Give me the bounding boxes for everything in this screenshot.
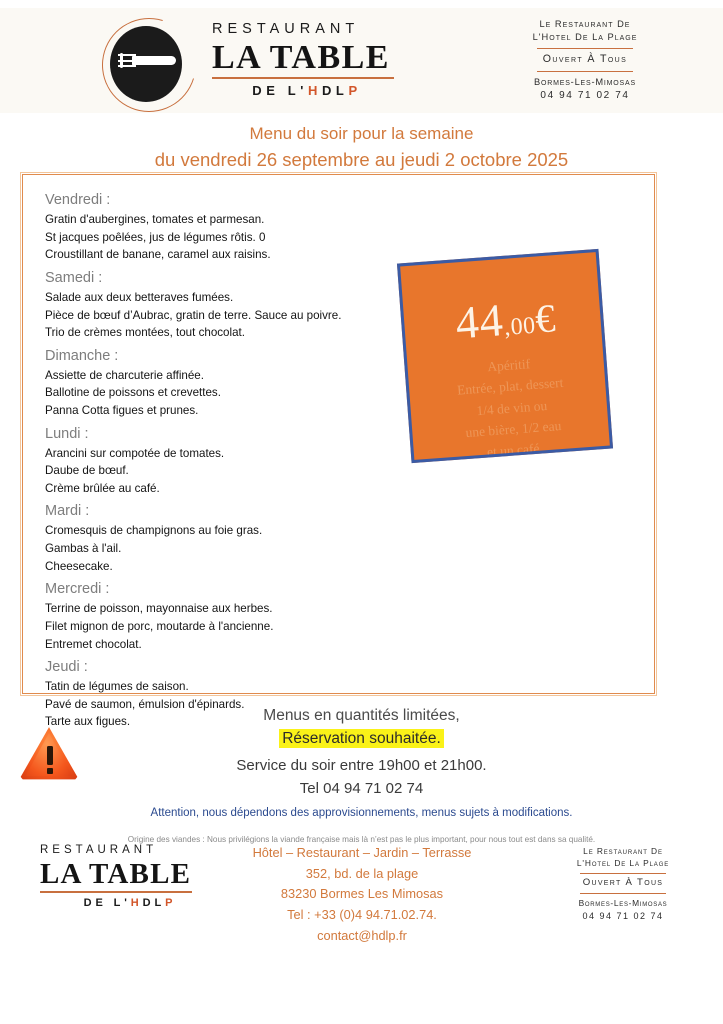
price-subtext-line: Entrée, plat, dessert — [456, 375, 564, 398]
price-subtext-line: une bière, 1/2 eau — [464, 418, 562, 441]
notices-block — [0, 704, 723, 847]
day-heading: Mardi : — [45, 503, 90, 520]
page-title — [0, 122, 723, 173]
header-info-block — [492, 18, 678, 103]
day-heading: Dimanche : — [45, 347, 119, 364]
day-heading: Jeudi : — [45, 659, 88, 676]
footer-info-phone: 04 94 71 02 74 — [582, 910, 664, 921]
menu-dish: Cromesquis de champignons au foie gras. — [45, 524, 263, 538]
menu-dish: Gratin d'aubergines, tomates et parmesan. — [45, 213, 265, 227]
footer-logo — [40, 845, 220, 909]
day-heading: Samedi : — [45, 269, 103, 286]
menu-dish: Terrine de poisson, mayonnaise aux herbes. — [45, 602, 273, 616]
footer-logo-restaurant-word: RESTAURANT — [40, 844, 158, 856]
footer-contact-line1: Hôtel – Restaurant – Jardin – Terrasse — [252, 845, 472, 860]
logo-sub-dl: DL — [321, 82, 349, 98]
footer-logo-sub-de: DE L' — [83, 896, 131, 909]
logo-sub-h: H — [307, 82, 322, 98]
menu-dish: Assiette de charcuterie affinée. — [45, 368, 204, 382]
footer-info-divider-2 — [580, 893, 666, 894]
price-badge — [397, 249, 613, 463]
footer-info-block — [528, 846, 718, 922]
footer-info-line1: Le Restaurant De — [583, 846, 663, 856]
menu-dish: Pièce de bœuf d’Aubrac, gratin de terre. Sauce au poivre. — [45, 308, 342, 322]
menu-dish: Crème brûlée au café. — [45, 481, 160, 495]
notice-reservation-row — [0, 727, 723, 752]
notice-phone: Tel 04 94 71 02 74 — [299, 780, 424, 798]
header-info-phone: 04 94 71 02 74 — [540, 89, 630, 101]
menu-dish: Daube de bœuf. — [45, 464, 129, 478]
logo-restaurant-word: RESTAURANT — [212, 21, 360, 37]
title-line-1: Menu du soir pour la semaine — [249, 124, 474, 143]
notice-meat-origin: Origine des viandes : Nous privilégions la viande française mais là n’est pas le plus important, pour nous tout est dans sa qualité. — [127, 835, 596, 845]
price-subtext — [407, 347, 613, 463]
footer-info-line2: L'Hotel De La Plage — [576, 857, 670, 868]
header-info-divider-1 — [537, 48, 633, 49]
logo-sub-de: DE L' — [252, 82, 308, 98]
footer-info-city: Bormes-Les-Mimosas — [578, 897, 668, 908]
price-subtext-line: Apéritif — [486, 356, 531, 375]
menu-dish: Panna Cotta figues et prunes. — [45, 403, 199, 417]
header-info-line1: Le Restaurant De — [539, 19, 631, 29]
footer-info-divider-1 — [580, 873, 666, 874]
header-info-divider-2 — [537, 71, 633, 72]
footer-logo-sub-h: H — [130, 896, 143, 909]
footer-logo-subtitle — [40, 897, 220, 909]
logo-divider — [212, 77, 394, 78]
day-heading: Lundi : — [45, 425, 89, 442]
price-currency: € — [533, 295, 557, 342]
menu-dish: Cheesecake. — [45, 559, 113, 573]
menu-dish: Trio de crèmes montées, tout chocolat. — [45, 326, 245, 340]
footer-logo-name: LA TABLE — [40, 857, 192, 890]
header-info-line2: L'Hotel De La Plage — [532, 31, 638, 42]
menu-dish: Salade aux deux betteraves fumées. — [45, 290, 234, 304]
notice-limited: Menus en quantités limitées, — [263, 707, 460, 724]
menu-dish: St jacques poêlées, jus de légumes rôtis. 0 — [45, 230, 266, 244]
day-heading: Vendredi : — [45, 192, 111, 208]
notice-service-hours: Service du soir entre 19h00 et 21h00. — [236, 757, 487, 775]
price-separator: , — [503, 314, 512, 341]
title-line-2: du vendredi 26 septembre au jeudi 2 octobre 2025 — [154, 148, 569, 170]
day-heading: Mercredi : — [45, 581, 110, 598]
footer-contact-city: 83230 Bormes Les Mimosas — [280, 886, 444, 902]
menu-dish: Tarte aux figues. — [45, 715, 131, 729]
footer-logo-sub-dl: DL — [142, 896, 166, 909]
menu-dish: Croustillant de banane, caramel aux raisins. — [45, 248, 271, 262]
menu-dish: Pavé de saumon, émulsion d'épinards. — [45, 697, 245, 711]
header-info-open: Ouvert À Tous — [542, 52, 628, 65]
menu-dish: Tatin de légumes de saison. — [45, 680, 189, 694]
notice-attention: Attention, nous dépendons des approvisionnements, menus sujets à modifications. — [150, 806, 573, 819]
price-amount — [403, 286, 608, 354]
price-whole: 44 — [453, 294, 506, 349]
notice-reservation: Réservation souhaitée. — [279, 729, 444, 748]
menu-dish: Entremet chocolat. — [45, 637, 142, 651]
header-logo — [100, 14, 400, 114]
menu-dish: Filet mignon de porc, moutarde à l'ancienne. — [45, 619, 274, 633]
price-cents: 00 — [509, 312, 537, 341]
price-subtext-line: et un café. — [486, 440, 544, 460]
footer-contact-block — [232, 843, 492, 947]
menu-dish: Arancini sur compotée de tomates. — [45, 446, 225, 460]
price-subtext-line: 1/4 de vin ou — [475, 397, 548, 418]
menu-dish: Gambas à l'ail. — [45, 542, 122, 556]
logo-wordmark — [212, 22, 402, 98]
footer-info-open: Ouvert À Tous — [582, 877, 664, 889]
footer-logo-divider — [40, 891, 192, 892]
footer-contact-address: 352, bd. de la plage — [305, 865, 419, 881]
fork-knife-icon — [118, 52, 176, 74]
menu-dish: Ballotine de poissons et crevettes. — [45, 386, 221, 400]
footer-logo-sub-p: P — [165, 896, 177, 909]
header-info-city: Bormes-Les-Mimosas — [534, 76, 636, 87]
logo-name: LA TABLE — [212, 38, 390, 76]
footer-contact-email[interactable]: contact@hdlp.fr — [317, 927, 407, 943]
logo-subtitle — [212, 83, 402, 98]
logo-sub-p: P — [348, 82, 362, 98]
footer-contact-phone: Tel : +33 (0)4 94.71.02.74. — [287, 907, 437, 923]
